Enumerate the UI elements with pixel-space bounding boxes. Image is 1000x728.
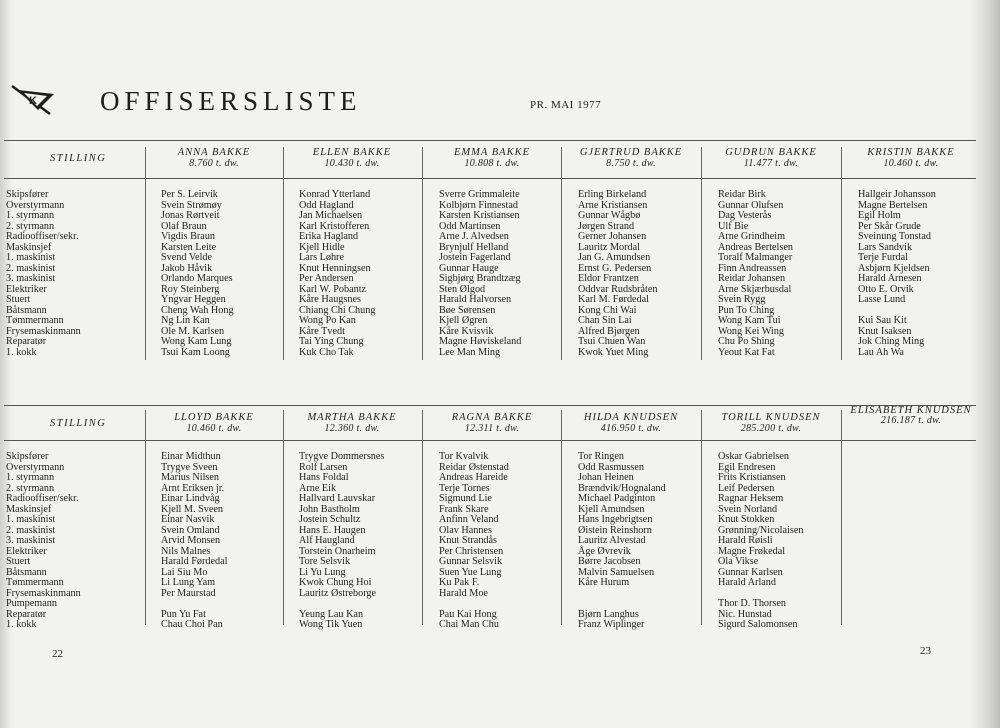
crew-member: Jok Ching Ming <box>858 336 925 347</box>
crew-member: Karsten Leite <box>161 241 217 253</box>
column-divider <box>701 147 702 360</box>
company-flag-logo <box>10 84 56 116</box>
crew-member: Jakob Håvik <box>161 262 213 274</box>
crew-member: Magne Frøkedal <box>718 545 786 557</box>
crew-member: Lauritz Alvestad <box>578 535 646 546</box>
crew-member: Per Andersen <box>299 273 354 284</box>
crew-member: Egil Endresen <box>718 461 776 473</box>
crew-member <box>578 589 666 600</box>
crew-member: Øistein Reinshorn <box>578 524 652 536</box>
ship-tonnage: 10.460 t. dw. <box>883 158 939 169</box>
ship-name: ANNA BAKKE <box>177 147 251 158</box>
role-list <box>6 452 81 631</box>
ship-header <box>145 412 283 434</box>
stilling-header: STILLING <box>50 418 107 429</box>
crew-member: Trygve Sveen <box>161 461 218 473</box>
ship-name: EMMA BAKKE <box>453 147 530 158</box>
column-divider <box>283 147 284 360</box>
crew-member: Kui Sau Kit <box>858 315 907 326</box>
crew-list <box>161 452 227 631</box>
crew-member: Tsui Chuen Wan <box>578 336 646 347</box>
crew-member: Erling Birkeland <box>578 189 647 200</box>
crew-member: Einar Midthun <box>161 451 221 462</box>
crew-member: Arvid Monsen <box>161 535 221 546</box>
crew-list <box>858 190 936 358</box>
crew-member: Gunnar Selsvik <box>439 556 503 567</box>
ship-header <box>562 147 700 169</box>
crew-member: Pun To Ching <box>718 304 775 316</box>
crew-member: Kåre Tvedt <box>299 325 345 337</box>
crew-member: Sten Ølgod <box>439 283 486 295</box>
crew-member: Karsten Kristiansen <box>439 210 520 221</box>
crew-list <box>161 190 234 358</box>
crew-member <box>299 599 384 610</box>
ship-tonnage: 12.311 t. dw. <box>464 423 520 434</box>
crew-member: Wong Kam Tui <box>718 315 781 326</box>
role-label: Frysemaskinmann <box>6 325 81 337</box>
crew-member: Franz Wiplinger <box>578 619 645 630</box>
column-divider <box>561 147 562 360</box>
ship-name: ELLEN BAKKE <box>312 147 392 158</box>
crew-member: Marius Nilsen <box>161 472 220 483</box>
crew-member: Harald Arnesen <box>858 273 922 284</box>
crew-member: Odd Hagland <box>299 199 354 211</box>
crew-member: Chau Choi Pan <box>161 619 223 630</box>
crew-member: Per Maurstad <box>161 587 216 599</box>
crew-list <box>578 452 666 631</box>
role-label: 2. styrmann <box>6 482 55 494</box>
role-label: Tømmermann <box>6 577 64 588</box>
crew-member: Kwok Chung Hoi <box>299 577 372 588</box>
crew-member: Harald Halvorsen <box>439 294 512 305</box>
ship-name: TORILL KNUDSEN <box>721 412 821 423</box>
crew-member: Svein Rygg <box>718 294 766 305</box>
crew-member: Svein Omland <box>161 524 220 536</box>
column-divider <box>422 410 423 625</box>
role-label: Reparatør <box>6 336 47 347</box>
crew-member: Eldor Frantzen <box>578 273 639 284</box>
column-divider <box>561 410 562 625</box>
crew-member: Gunnar Olufsen <box>718 199 784 211</box>
crew-member: Åge Øvrevik <box>578 545 631 557</box>
crew-member: Per Skår Grude <box>858 220 921 232</box>
crew-member: Lars Løhre <box>299 252 344 263</box>
crew-member: Odd Martinsen <box>439 220 501 232</box>
crew-member: Tor Kvalvik <box>439 451 489 462</box>
ship-tonnage: 10.430 t. dw. <box>324 158 380 169</box>
crew-list <box>439 452 509 631</box>
crew-member: Karl Kristofferen <box>299 220 370 232</box>
crew-member: Jan Michaelsen <box>299 210 363 221</box>
role-label: 2. styrmann <box>6 220 55 232</box>
column-divider <box>422 147 423 360</box>
role-label: 3. maskinist <box>6 273 56 284</box>
crew-member: Finn Andreassen <box>718 262 787 274</box>
role-label: 1. maskinist <box>6 252 56 263</box>
crew-member: Magne Høviskeland <box>439 336 522 347</box>
crew-member: Gunnar Hauge <box>439 262 499 274</box>
crew-member: Alfred Bjørgen <box>578 325 640 337</box>
crew-member: Chiang Chi Chung <box>299 304 376 316</box>
crew-member: Sigmund Lie <box>439 493 492 504</box>
role-label: Elektriker <box>6 283 47 295</box>
role-label: Pumpemann <box>6 598 57 609</box>
crew-member: Kjell M. Sveen <box>161 503 223 515</box>
crew-member: Odd Rasmussen <box>578 461 644 473</box>
role-label: 2. maskinist <box>6 524 56 536</box>
column-divider <box>145 147 146 360</box>
crew-member: Kåre Hurum <box>578 577 630 588</box>
ship-header <box>423 412 561 434</box>
crew-member: Frits Kristiansen <box>718 472 786 483</box>
crew-member: Gerner Johansen <box>578 231 647 242</box>
crew-member: Ola Vikse <box>718 556 759 567</box>
role-label: 1. styrmann <box>6 472 55 483</box>
crew-member: Trygve Dommersnes <box>299 451 385 462</box>
crew-member: Olaf Braun <box>161 220 207 232</box>
crew-member: Ole M. Karlsen <box>161 325 225 337</box>
bottom-header-rule <box>4 405 976 406</box>
column-divider <box>841 147 842 360</box>
ship-name: LLOYD BAKKE <box>174 412 254 423</box>
crew-member: Kåre Haugsnes <box>299 294 361 305</box>
crew-member: Lauritz Østreborge <box>299 587 377 599</box>
crew-member: Jonas Rørtveit <box>161 210 220 221</box>
crew-member: Nils Malnes <box>161 545 211 557</box>
crew-member: Torstein Onarheim <box>299 545 376 557</box>
crew-member: Michael Padginton <box>578 493 656 504</box>
crew-member: Reidar Birk <box>718 189 766 200</box>
crew-member: Vigdis Braun <box>161 231 216 242</box>
crew-member: Thor D. Thorsen <box>718 598 786 609</box>
crew-member: Tsui Kam Loong <box>161 346 230 358</box>
crew-member: Harald Moe <box>439 587 488 599</box>
crew-member: Andreas Hareide <box>439 472 508 483</box>
page-number-right: 23 <box>920 645 931 657</box>
ship-header <box>145 147 283 169</box>
crew-member: Bøe Sørensen <box>439 304 496 316</box>
crew-member: Hans Foldal <box>299 472 349 483</box>
ship-name: GJERTRUD BAKKE <box>579 147 683 158</box>
crew-member: Arnt Eriksen jr. <box>161 482 225 494</box>
crew-member: Otto E. Orvik <box>858 283 914 295</box>
crew-member: Pau Kai Hong <box>439 608 497 620</box>
role-label: Båtsmann <box>6 304 47 316</box>
crew-member: Reidar Østenstad <box>439 461 509 473</box>
column-divider <box>283 410 284 625</box>
ship-name: ELISABETH KNUDSEN <box>850 405 972 416</box>
role-label: 3. maskinist <box>6 535 56 546</box>
role-label: Båtsmann <box>6 566 47 578</box>
column-divider <box>701 410 702 625</box>
ship-tonnage: 10.808 t. dw. <box>464 158 520 169</box>
crew-member: Jostein Schultz <box>299 514 361 525</box>
crew-member: Roy Steinberg <box>161 283 220 295</box>
role-label: Stuert <box>6 556 31 567</box>
crew-member <box>439 599 509 610</box>
crew-member: Hans E. Haugen <box>299 524 366 536</box>
crew-member <box>161 599 227 610</box>
crew-member: Harald Arland <box>718 577 776 588</box>
stilling-header: STILLING <box>50 153 107 164</box>
role-label: Elektriker <box>6 545 47 557</box>
ship-header <box>702 412 840 434</box>
crew-member: Wong Kam Lung <box>161 336 232 347</box>
ship-header <box>562 412 700 434</box>
crew-member: Jan G. Amundsen <box>578 252 651 263</box>
crew-member: Lai Siu Mo <box>161 566 208 578</box>
ship-header <box>842 406 980 426</box>
bottom-header-bottom-rule <box>4 440 976 441</box>
crew-member: Cheng Wah Hong <box>161 304 234 316</box>
role-label: Maskinsjef <box>6 241 52 253</box>
crew-member: Kjell Amundsen <box>578 503 645 515</box>
ship-tonnage: 8.750 t. dw. <box>606 158 656 169</box>
crew-member: Konrad Ytterland <box>299 189 371 200</box>
crew-member: Wong Po Kan <box>299 315 356 326</box>
role-label: Overstyrmann <box>6 461 65 473</box>
role-label: Maskinsjef <box>6 503 52 515</box>
crew-member: Terje Tornes <box>439 482 490 494</box>
crew-member: Ulf Bie <box>718 220 749 232</box>
top-header-bottom-rule <box>4 178 976 179</box>
role-label: Radiooffiser/sekr. <box>6 493 79 504</box>
ship-tonnage: 11.477 t. dw. <box>743 158 799 169</box>
crew-member: Orlando Marques <box>161 273 233 284</box>
crew-member: Li Lung Yam <box>161 577 216 588</box>
crew-list <box>299 452 384 631</box>
page-title: OFFISERSLISTE <box>100 86 362 116</box>
crew-list <box>299 190 375 358</box>
crew-member: Tor Ringen <box>578 451 624 462</box>
crew-member: Lasse Lund <box>858 294 906 305</box>
crew-member: Kwok Yuet Ming <box>578 346 649 358</box>
crew-member: Tore Selsvik <box>299 556 351 567</box>
crew-member: Sigbjørg Brandtzæg <box>439 273 521 284</box>
crew-member: Ernst G. Pedersen <box>578 262 652 274</box>
crew-member: John Bastholm <box>299 503 360 515</box>
crew-member: Kolbjørn Finnestad <box>439 199 518 211</box>
crew-member: Arne Kristiansen <box>578 199 648 211</box>
crew-member: Lau Ah Wa <box>858 346 904 358</box>
crew-member: Hans Ingebrigtsen <box>578 514 653 525</box>
ship-name: MARTHA BAKKE <box>307 412 397 423</box>
role-label: 1. styrmann <box>6 210 55 221</box>
crew-member: Nic. Hunstad <box>718 608 772 620</box>
crew-member: Rolf Larsen <box>299 461 348 473</box>
role-label: Stuert <box>6 294 31 305</box>
crew-member: Tai Ying Chung <box>299 336 364 347</box>
ship-tonnage: 8.760 t. dw. <box>189 158 239 169</box>
role-label: Reparatør <box>6 608 47 620</box>
crew-member: Yeung Lau Kan <box>299 608 364 620</box>
crew-member: Einar Lindvåg <box>161 493 220 504</box>
page-number-left: 22 <box>52 648 63 660</box>
role-label: 2. maskinist <box>6 262 56 274</box>
role-label: Overstyrmann <box>6 199 65 211</box>
crew-list <box>578 190 658 358</box>
crew-member: Arne Eik <box>299 482 337 494</box>
crew-member: Ng Lin Kan <box>161 315 210 326</box>
page-subtitle: PR. MAI 1977 <box>530 99 602 111</box>
crew-member: Yeout Kat Fat <box>718 346 775 358</box>
crew-member: Suen Yue Lung <box>439 566 502 578</box>
ship-tonnage: 12.360 t. dw. <box>324 423 380 434</box>
crew-member: Brynjulf Helland <box>439 241 509 253</box>
crew-member: Sigurd Salomonsen <box>718 619 798 630</box>
ship-tonnage: 285.200 t. dw. <box>740 423 802 434</box>
crew-member: Magne Bertelsen <box>858 199 928 211</box>
role-label: 1. kokk <box>6 346 37 358</box>
crew-member: Karl W. Pobantz <box>299 283 367 295</box>
crew-list <box>718 452 803 631</box>
crew-member: Johan Heinen <box>578 472 634 483</box>
crew-member: Dag Vesterås <box>718 210 772 221</box>
crew-member: Brændvik/Hognaland <box>578 482 666 494</box>
crew-member: Ragnar Heksem <box>718 493 784 504</box>
crew-member: Andreas Bertelsen <box>718 241 793 253</box>
crew-member: Grønning/Nicolaisen <box>718 524 804 536</box>
column-divider <box>145 410 146 625</box>
ship-name: RAGNA BAKKE <box>451 412 533 423</box>
crew-member: Anfinn Veland <box>439 514 499 525</box>
crew-member: Svend Velde <box>161 252 213 263</box>
crew-member: Wong Tik Yuen <box>299 619 363 630</box>
crew-member: Olav Hannes <box>439 524 492 536</box>
page-edge <box>970 0 1000 728</box>
crew-member: Jørgen Strand <box>578 220 635 232</box>
role-label: 1. kokk <box>6 619 37 630</box>
role-label: Skipsfører <box>6 189 49 200</box>
crew-member: Chai Man Chu <box>439 619 499 630</box>
crew-member: Wong Kei Wing <box>718 325 784 337</box>
crew-member: Hallvard Lauvskar <box>299 493 376 504</box>
crew-member: Asbjørn Kjeldsen <box>858 262 930 274</box>
ship-name: KRISTIN BAKKE <box>867 147 955 158</box>
crew-member: Sverre Grimmaleite <box>439 189 520 200</box>
crew-member: Erika Hagland <box>299 231 359 242</box>
ship-tonnage: 216.187 t. dw. <box>880 415 942 426</box>
crew-member: Lauritz Mordal <box>578 241 640 253</box>
ship-tonnage: 10.460 t. dw. <box>186 423 242 434</box>
ship-header <box>283 147 421 169</box>
ship-header <box>842 147 980 169</box>
crew-member: Chan Sin Lai <box>578 315 632 326</box>
crew-member: Arne J. Alvedsen <box>439 231 509 242</box>
crew-member: Arne Grindheim <box>718 231 786 242</box>
crew-member: Hallgeir Johansson <box>858 189 936 200</box>
role-label: Radiooffiser/sekr. <box>6 231 79 242</box>
crew-member: Ku Pak F. <box>439 577 480 588</box>
crew-member: Sveinung Tonstad <box>858 231 931 242</box>
role-label: 1. maskinist <box>6 514 56 525</box>
crew-member: Knut Isaksen <box>858 325 912 337</box>
crew-member: Kjell Øgren <box>439 315 488 326</box>
ship-header <box>283 412 421 434</box>
ship-name: GUDRUN BAKKE <box>725 147 817 158</box>
crew-member: Harald Røisli <box>718 535 773 546</box>
crew-member: Lars Sandvik <box>858 241 913 253</box>
logo-letter: K <box>29 95 37 107</box>
crew-member: Li Yu Lung <box>299 566 346 578</box>
crew-member: Kong Chi Wai <box>578 304 637 316</box>
crew-member: Lee Man Ming <box>439 346 501 358</box>
crew-member: Gunnar Karlsen <box>718 566 783 578</box>
ship-header <box>423 147 561 169</box>
crew-member <box>578 599 666 610</box>
crew-member: Knut Stokken <box>718 514 775 525</box>
crew-member: Bjørn Langhus <box>578 608 639 620</box>
crew-member: Terje Furdal <box>858 252 908 263</box>
crew-list <box>439 190 521 358</box>
crew-member: Knut Henningsen <box>299 262 371 274</box>
crew-member: Knut Strandås <box>439 535 498 546</box>
column-divider <box>841 410 842 625</box>
crew-member: Frank Skare <box>439 503 489 515</box>
ship-header <box>702 147 840 169</box>
crew-member: Harald Førdedal <box>161 556 228 567</box>
crew-member: Alf Haugland <box>299 535 355 546</box>
crew-member: Svein Strømøy <box>161 199 222 211</box>
crew-member: Karl M. Førdedal <box>578 294 650 305</box>
crew-member: Arne Skjærbusdal <box>718 283 792 295</box>
crew-member: Malvin Samuelsen <box>578 566 655 578</box>
crew-member: Kuk Cho Tak <box>299 346 354 358</box>
top-header-rule <box>4 140 976 141</box>
role-label: Skipsfører <box>6 451 49 462</box>
crew-member: Kjell Hidle <box>299 241 345 253</box>
crew-member: Oskar Gabrielsen <box>718 451 790 462</box>
crew-member: Einar Nasvik <box>161 514 215 525</box>
crew-member: Egil Holm <box>858 210 901 221</box>
crew-member: Oddvar Rudsbråten <box>578 283 658 295</box>
role-list <box>6 190 81 358</box>
crew-list <box>718 190 793 358</box>
crew-member: Pun Yu Fat <box>161 608 206 620</box>
role-label: Frysemaskinmann <box>6 587 81 599</box>
crew-member: Jostein Fagerland <box>439 252 511 263</box>
crew-member: Reidar Johansen <box>718 273 786 284</box>
crew-member: Børre Jacobsen <box>578 556 641 567</box>
crew-member: Chu Po Shing <box>718 336 775 347</box>
crew-member: Per Christensen <box>439 545 504 557</box>
ship-tonnage: 416.950 t. dw. <box>600 423 662 434</box>
ship-name: HILDA KNUDSEN <box>583 412 679 423</box>
crew-member: Per S. Leirvik <box>161 189 218 200</box>
crew-member: Kåre Kvisvik <box>439 325 494 337</box>
crew-member: Toralf Malmanger <box>718 252 793 263</box>
crew-member: Gunnar Wågbø <box>578 210 641 221</box>
role-label: Tømmermann <box>6 315 64 326</box>
crew-member: Svein Norland <box>718 503 778 515</box>
crew-member: Yngvar Heggen <box>161 294 226 305</box>
crew-member: Leif Pedersen <box>718 482 775 494</box>
